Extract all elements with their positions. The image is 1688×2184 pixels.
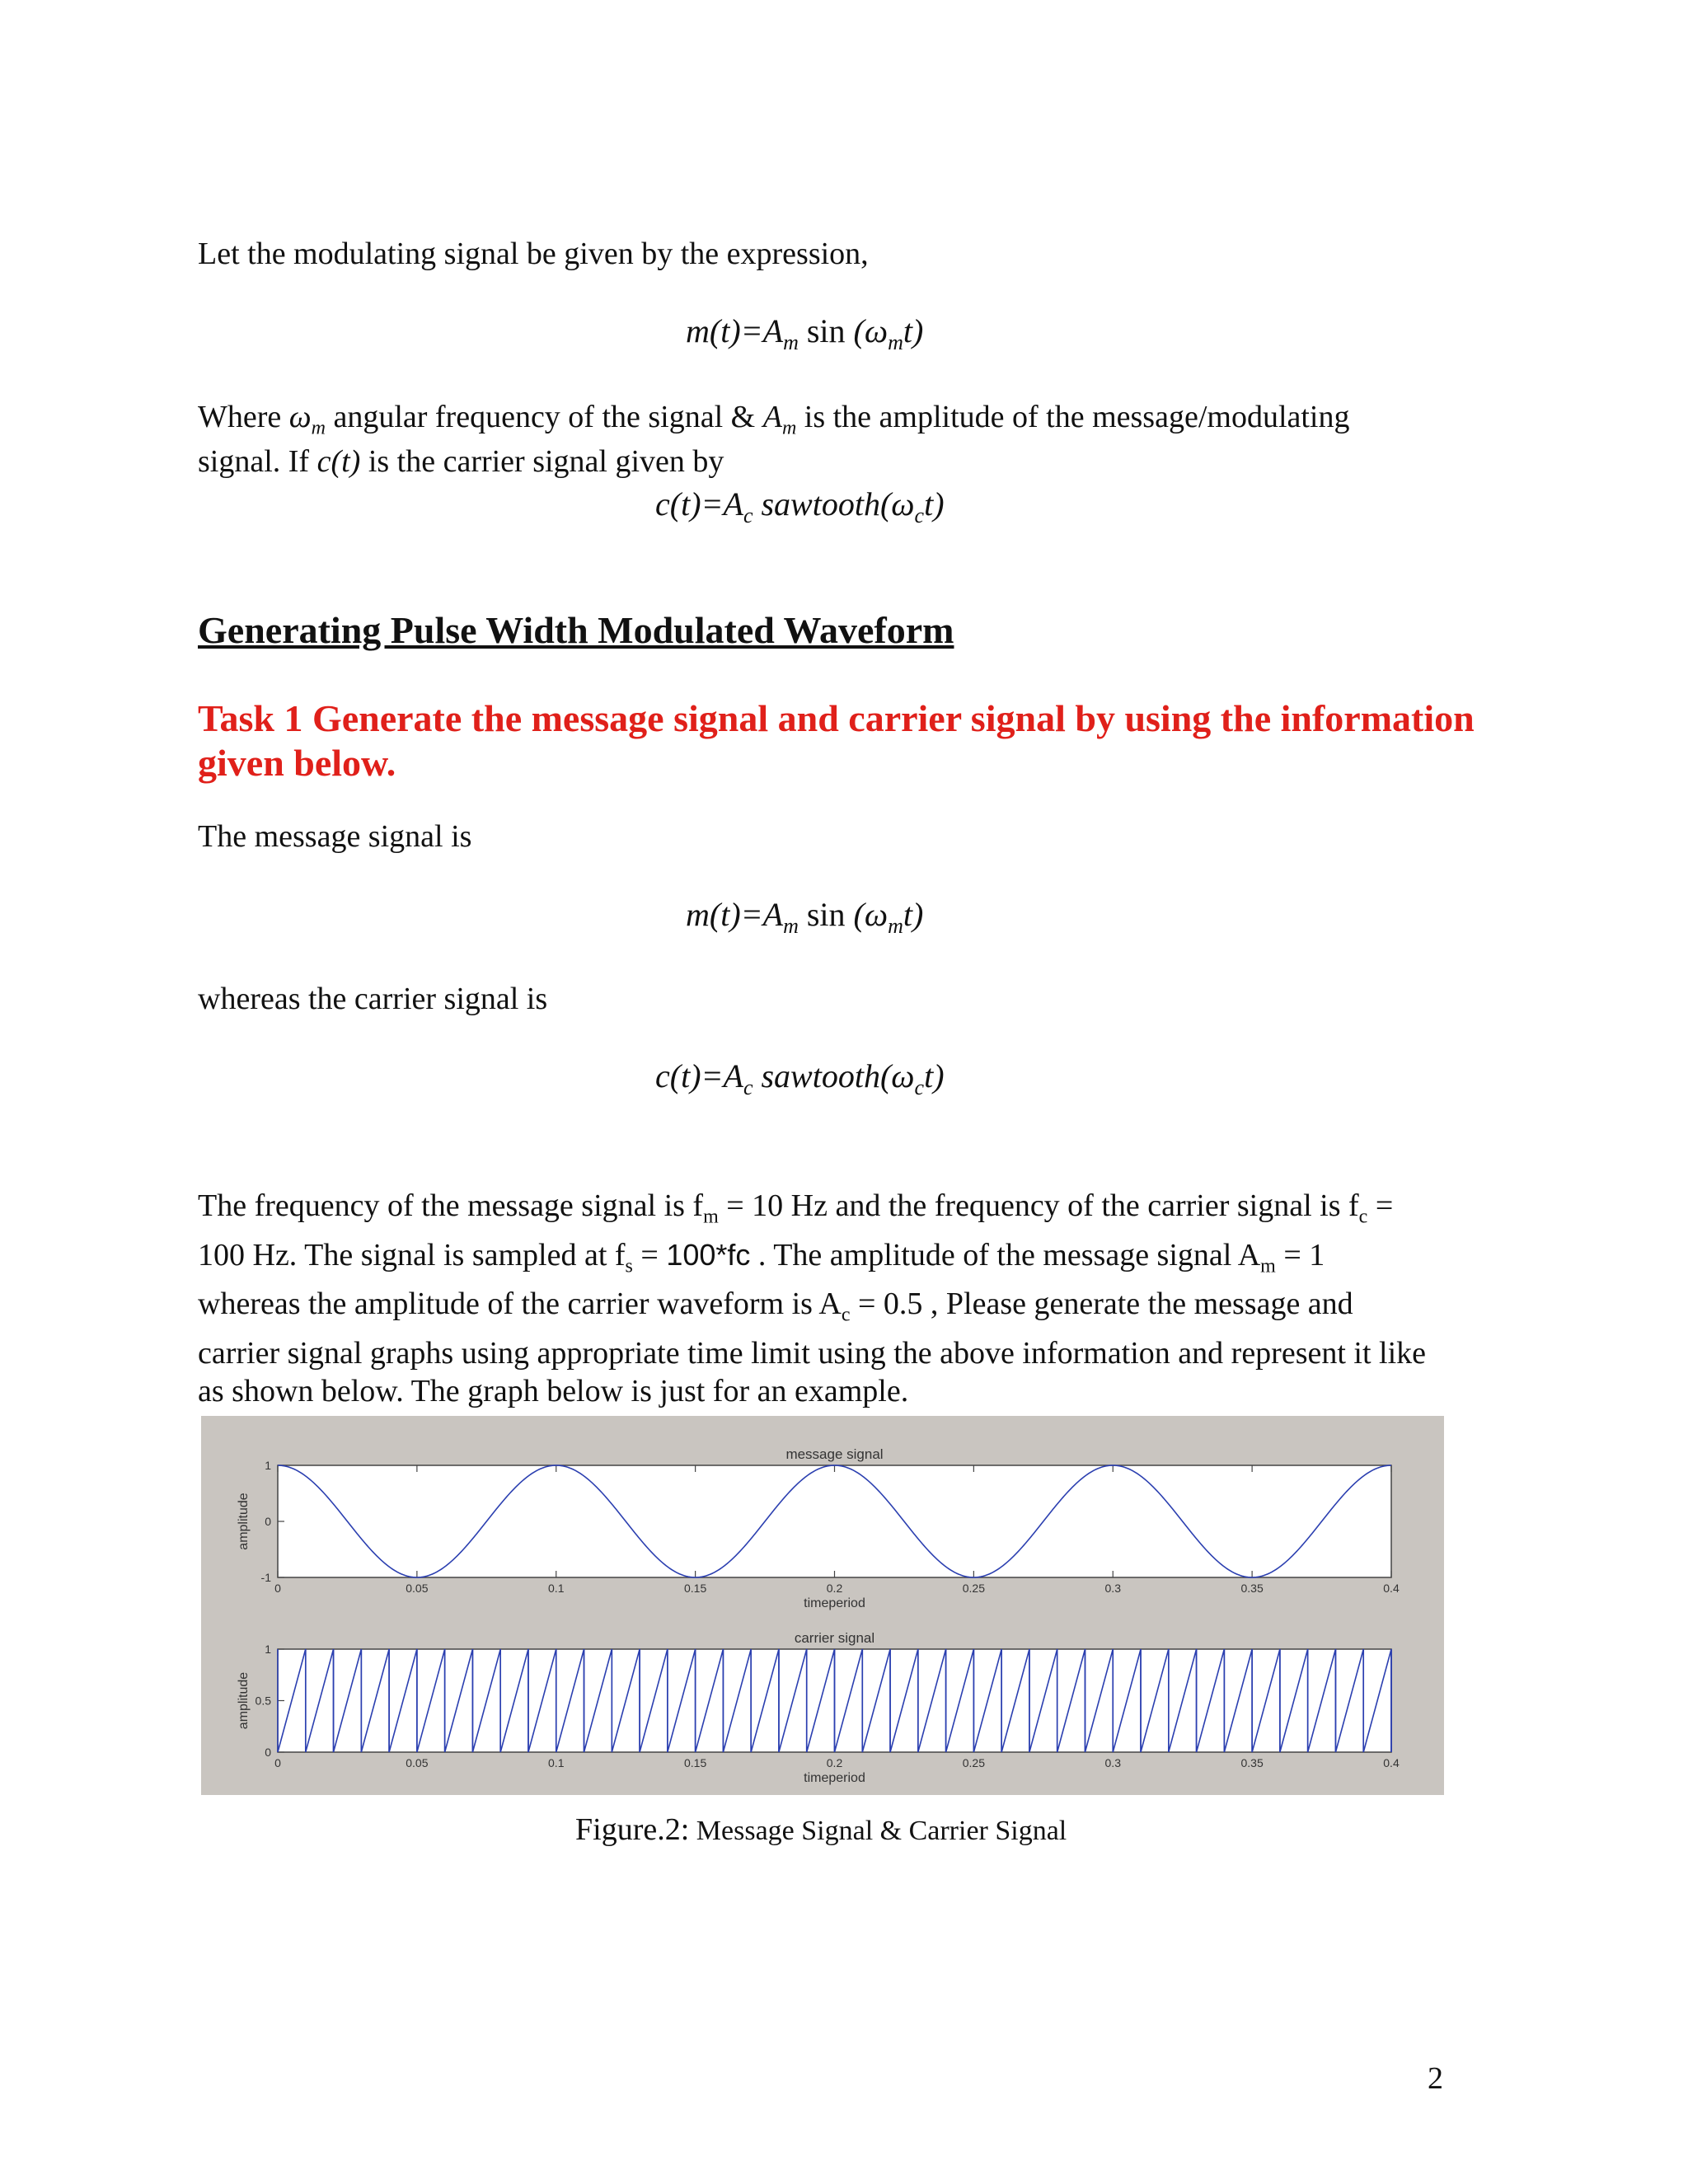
bottom-x-axis-label: timeperiod xyxy=(804,1771,865,1785)
bottom-series-line xyxy=(278,1649,1391,1752)
message-signal-label: The message signal is xyxy=(198,819,472,854)
top-plot-area xyxy=(278,1465,1391,1577)
figure-caption: Figure.2: Message Signal & Carrier Signal xyxy=(575,1812,1067,1847)
intro-text: Let the modulating signal be given by the expression, xyxy=(198,237,869,271)
carrier-equation: $c(t)=A_c$ $sawtooth(\omega_ct)$ xyxy=(655,485,945,527)
top-x-axis-label: timeperiod xyxy=(804,1596,865,1610)
bottom-plot-title: carrier signal xyxy=(794,1630,875,1646)
bottom-y-tick-label: 0.5 xyxy=(255,1694,271,1708)
task-heading: Task 1 Generate the message signal and carrier signal by using the information given below. xyxy=(198,697,1475,784)
top-x-tick-label: 0.35 xyxy=(1240,1582,1264,1595)
top-x-tick-label: 0.1 xyxy=(548,1582,565,1595)
top-x-tick-label: 0.4 xyxy=(1383,1582,1400,1595)
bottom-y-tick-label: 1 xyxy=(265,1643,271,1656)
figure-panel xyxy=(201,1416,1444,1795)
top-x-tick-label: 0.05 xyxy=(406,1582,429,1595)
where-line-2: signal. If c(t) is the carrier signal given by xyxy=(198,444,724,479)
bottom-x-tick-label: 0 xyxy=(274,1756,281,1769)
message-equation-2: $m(t)=A_m$ $\sin (\omega_mt)$ xyxy=(686,896,924,938)
top-x-tick-label: 0.3 xyxy=(1104,1582,1121,1595)
top-plot-title: message signal xyxy=(785,1446,884,1462)
top-y-axis-label: amplitude xyxy=(237,1493,251,1550)
carrier-signal-label: whereas the carrier signal is xyxy=(198,982,548,1016)
bottom-x-tick-label: 0.05 xyxy=(406,1756,429,1769)
bottom-x-tick-label: 0.25 xyxy=(962,1756,985,1769)
top-y-tick-label: -1 xyxy=(260,1571,271,1584)
bottom-y-axis-label: amplitude xyxy=(237,1671,251,1730)
top-x-tick-label: 0.25 xyxy=(962,1582,985,1595)
page-number: 2 xyxy=(1428,2061,1443,2096)
bottom-y-tick-label: 0 xyxy=(265,1746,271,1759)
bottom-x-tick-label: 0.3 xyxy=(1104,1756,1121,1769)
top-y-tick-label: 1 xyxy=(265,1459,271,1472)
bottom-x-tick-label: 0.4 xyxy=(1383,1756,1400,1769)
where-line-1: Where $\omega_m$ angular frequency of the signal & $A_m$ is the amplitude of the message/modulating xyxy=(198,400,1350,439)
message-equation: $m(t)=A_m$ $\sin (\omega_mt)$ xyxy=(686,312,924,354)
top-x-tick-label: 0 xyxy=(274,1582,281,1595)
top-x-tick-label: 0.2 xyxy=(826,1582,843,1595)
section-heading: Generating Pulse Width Modulated Waveform xyxy=(198,609,954,651)
bottom-x-tick-label: 0.1 xyxy=(548,1756,565,1769)
top-y-tick-label: 0 xyxy=(265,1515,271,1528)
signal-plots xyxy=(201,1416,1444,1795)
carrier-equation-2: $c(t)=A_c$ $sawtooth(\omega_ct)$ xyxy=(655,1057,945,1099)
bottom-x-tick-label: 0.2 xyxy=(826,1756,843,1769)
description-paragraph: The frequency of the message signal is $f_m = 10$ Hz and the frequency of the carrier signal is $f_c = 100$ Hz. The signal is sampled at $f_s = 100*fc$ . The amplitude of the message signal $A_m = 1$ whereas the amplitude of the carrier waveform is $A_c = 0.5$ , Please generate the message and carrier signal graphs using appropriate time limit using the above information and represent it like as shown below. The graph below is just for an example. xyxy=(198,1188,1427,1408)
top-x-tick-label: 0.15 xyxy=(684,1582,707,1595)
bottom-x-tick-label: 0.15 xyxy=(684,1756,707,1769)
bottom-x-tick-label: 0.35 xyxy=(1240,1756,1264,1769)
